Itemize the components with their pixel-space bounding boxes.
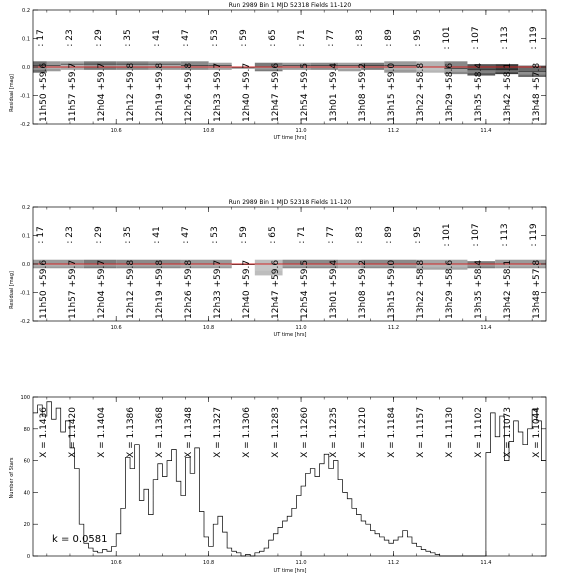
hist-xtick-label: 10.8 <box>203 560 215 566</box>
hist-xtick-label: 11.4 <box>480 560 492 566</box>
hist-ytick-label: 80 <box>23 426 30 433</box>
top-time-label: 11h57 +59.7 <box>68 62 78 122</box>
middle-field-label: : 17 <box>36 226 46 244</box>
top-field-label: : 53 <box>210 29 220 47</box>
middle-field-label: : 119 <box>529 223 539 247</box>
airmass-label: X = 1.1348 <box>184 407 194 458</box>
airmass-label: X = 1.1327 <box>213 407 223 458</box>
panel-middle-ylabel: Residual [mag] <box>9 271 15 309</box>
airmass-label: X = 1.1404 <box>97 407 107 458</box>
middle-field-label: : 41 <box>152 226 162 244</box>
top-time-label: 12h19 +59.8 <box>155 62 165 122</box>
hist-xtick-label: 11.0 <box>295 560 307 566</box>
middle-time-label: 12h47 +59.6 <box>271 259 281 319</box>
top-field-label: : 23 <box>65 29 75 47</box>
top-time-label: 12h12 +59.8 <box>126 62 136 122</box>
middle-time-label: 13h15 +59.0 <box>387 259 397 319</box>
top-field-label: : 47 <box>181 29 191 47</box>
extinction-annotation: k = 0.0581 <box>52 534 108 545</box>
panel-hist-xlabel: UT time [hrs] <box>273 568 307 574</box>
middle-time-label: 11h57 +59.7 <box>68 259 78 319</box>
top-field-label: : 89 <box>384 29 394 47</box>
middle-ytick-label: 0.1 <box>22 233 30 240</box>
middle-time-label: 13h35 +58.4 <box>474 259 484 319</box>
panel-hist-ylabel: Number of Stars <box>9 457 15 499</box>
middle-field-label: : 53 <box>210 226 220 244</box>
top-field-label: : 113 <box>500 26 510 50</box>
top-xtick-label: 11.2 <box>387 128 400 134</box>
airmass-label: X = 1.1306 <box>242 407 252 458</box>
top-field-label: : 95 <box>413 29 423 47</box>
middle-time-label: 13h29 +58.6 <box>445 259 455 319</box>
airmass-label: X = 1.1283 <box>271 407 281 458</box>
top-time-label: 12h47 +59.6 <box>271 62 281 122</box>
top-field-label: : 41 <box>152 29 162 47</box>
airmass-label: X = 1.1073 <box>503 407 513 458</box>
top-time-label: 13h48 +57.8 <box>532 62 542 122</box>
top-field-label: : 35 <box>123 29 133 47</box>
airmass-label: X = 1.1386 <box>126 407 136 458</box>
middle-field-label: : 77 <box>326 226 336 244</box>
middle-field-label: : 65 <box>268 226 278 244</box>
airmass-label: X = 1.1235 <box>329 407 339 458</box>
middle-ytick-label: -0.2 <box>20 319 30 325</box>
middle-field-label: : 29 <box>94 226 104 244</box>
middle-time-label: 12h19 +59.8 <box>155 259 165 319</box>
top-time-label: 11h50 +59.6 <box>39 62 49 122</box>
middle-time-label: 12h04 +59.7 <box>97 259 107 319</box>
top-time-label: 13h08 +59.2 <box>358 62 368 122</box>
middle-time-label: 13h42 +58.1 <box>503 259 513 319</box>
middle-ytick-label: 0.2 <box>22 205 30 211</box>
airmass-label: X = 1.1210 <box>358 407 368 458</box>
middle-time-label: 13h08 +59.2 <box>358 259 368 319</box>
top-xtick-label: 11.4 <box>480 128 492 134</box>
middle-time-label: 12h33 +59.7 <box>213 259 223 319</box>
hist-ytick-label: 40 <box>23 490 30 497</box>
top-field-label: : 29 <box>94 29 104 47</box>
middle-time-label: 13h22 +58.8 <box>416 259 426 319</box>
top-time-label: 13h29 +58.6 <box>445 62 455 122</box>
top-ytick-label: 0.2 <box>22 8 30 14</box>
middle-time-label: 13h01 +59.4 <box>329 259 339 319</box>
panel-top-title: Run 2989 Bin 1 MJD 52318 Fields 11-120 <box>228 2 352 9</box>
top-field-label: : 101 <box>442 26 452 50</box>
top-xtick-label: 11.0 <box>295 128 307 134</box>
middle-xtick-label: 10.6 <box>110 325 122 331</box>
airmass-label: X = 1.1368 <box>155 407 165 458</box>
panel-top-ylabel: Residual [mag] <box>9 74 15 112</box>
middle-time-label: 11h50 +59.6 <box>39 259 49 319</box>
top-field-label: : 77 <box>326 29 336 47</box>
top-field-label: : 83 <box>355 29 365 47</box>
middle-field-label: : 23 <box>65 226 75 244</box>
top-field-label: : 65 <box>268 29 278 47</box>
airmass-label: X = 1.1102 <box>474 407 484 458</box>
middle-time-label: 13h48 +57.8 <box>532 259 542 319</box>
top-field-label: : 119 <box>529 26 539 50</box>
middle-field-label: : 89 <box>384 226 394 244</box>
top-xtick-label: 10.6 <box>110 128 122 134</box>
middle-field-label: : 71 <box>297 226 307 244</box>
panel-middle-title: Run 2989 Bin 1 MJD 52318 Fields 11-120 <box>228 199 352 206</box>
hist-xtick-label: 10.6 <box>110 560 122 566</box>
airmass-label: X = 1.1420 <box>68 407 78 458</box>
top-ytick-label: 0.1 <box>22 36 30 43</box>
middle-field-label: : 107 <box>471 223 481 247</box>
top-time-label: 13h15 +59.0 <box>387 62 397 122</box>
middle-xtick-label: 10.8 <box>203 325 215 331</box>
hist-ytick-label: 100 <box>20 395 30 401</box>
panel-middle-xlabel: UT time [hrs] <box>273 332 307 338</box>
middle-ytick-label: -0.1 <box>20 290 30 297</box>
top-time-label: 13h42 +58.1 <box>503 62 513 122</box>
middle-time-label: 12h54 +59.5 <box>300 259 310 319</box>
middle-field-label: : 95 <box>413 226 423 244</box>
airmass-label: X = 1.1436 <box>39 407 49 458</box>
airmass-label: X = 1.1184 <box>387 407 397 458</box>
middle-field-label: : 83 <box>355 226 365 244</box>
middle-field-label: : 35 <box>123 226 133 244</box>
middle-ytick-label: 0.0 <box>22 262 30 268</box>
middle-field-label: : 59 <box>239 226 249 244</box>
top-xtick-label: 10.8 <box>203 128 215 134</box>
top-ytick-label: -0.1 <box>20 93 30 100</box>
top-field-label: : 107 <box>471 26 481 50</box>
top-time-label: 12h40 +59.7 <box>242 62 252 122</box>
top-field-label: : 71 <box>297 29 307 47</box>
middle-field-label: : 47 <box>181 226 191 244</box>
airmass-label: X = 1.1157 <box>416 407 426 458</box>
airmass-label: X = 1.1260 <box>300 407 310 458</box>
middle-xtick-label: 11.0 <box>295 325 307 331</box>
top-time-label: 13h35 +58.4 <box>474 62 484 122</box>
middle-time-label: 12h12 +59.8 <box>126 259 136 319</box>
middle-field-label: : 113 <box>500 223 510 247</box>
top-time-label: 12h54 +59.5 <box>300 62 310 122</box>
middle-time-label: 12h26 +59.8 <box>184 259 194 319</box>
airmass-label: X = 1.1044 <box>532 407 542 458</box>
top-ytick-label: 0.0 <box>22 65 30 71</box>
top-time-label: 12h04 +59.7 <box>97 62 107 122</box>
top-time-label: 13h01 +59.4 <box>329 62 339 122</box>
hist-ytick-label: 20 <box>23 522 30 529</box>
hist-ytick-label: 0 <box>26 554 30 560</box>
top-ytick-label: -0.2 <box>20 122 30 128</box>
middle-xtick-label: 11.2 <box>387 325 400 331</box>
middle-field-label: : 101 <box>442 223 452 247</box>
top-time-label: 13h22 +58.8 <box>416 62 426 122</box>
top-field-label: : 17 <box>36 29 46 47</box>
middle-xtick-label: 11.4 <box>480 325 492 331</box>
panel-top-xlabel: UT time [hrs] <box>273 135 307 141</box>
top-field-label: : 59 <box>239 29 249 47</box>
top-time-label: 12h26 +59.8 <box>184 62 194 122</box>
middle-time-label: 12h40 +59.7 <box>242 259 252 319</box>
top-time-label: 12h33 +59.7 <box>213 62 223 122</box>
hist-xtick-label: 11.2 <box>387 560 400 566</box>
airmass-label: X = 1.1130 <box>445 407 455 458</box>
hist-ytick-label: 60 <box>23 458 30 465</box>
